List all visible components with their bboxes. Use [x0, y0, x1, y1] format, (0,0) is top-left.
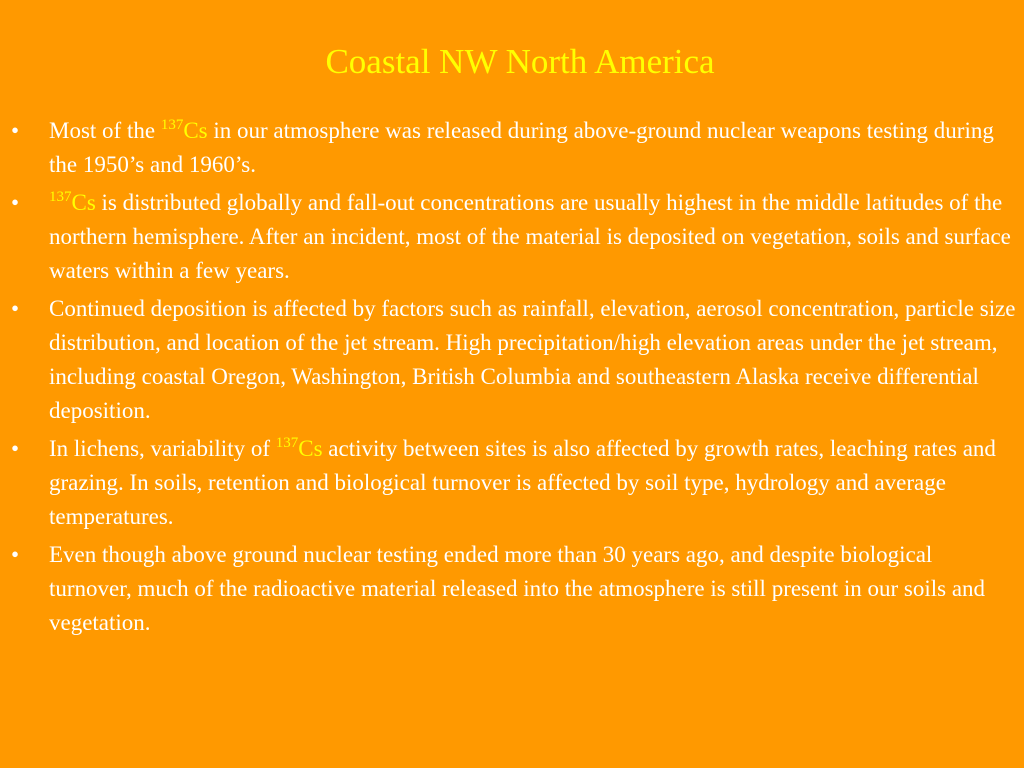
isotope-label: [49, 190, 96, 215]
bullet-text-lead: Most of the: [49, 118, 161, 143]
bullet-icon: •: [11, 118, 20, 143]
bullet-list: [0, 114, 1016, 644]
bullet-text: Continued deposition is affected by factors such as rainfall, elevation, aerosol concentration, particle size distribution, and location of the jet stream. High precipitation/high elevation areas under the jet stream, including coastal Oregon, Washington, British Columbia and southeastern Alaska receive differential deposition.: [49, 296, 1016, 423]
isotope-label: [276, 436, 323, 461]
bullet-text-rest: is distributed globally and fall-out concentrations are usually highest in the middle latitudes of the northern hemisphere. After an incident, most of the material is deposited on vegetation, soils and surface waters within a few years.: [49, 190, 1011, 283]
bullet-item-1: [0, 114, 1016, 182]
isotope-symbol: Cs: [298, 436, 323, 461]
bullet-text: Even though above ground nuclear testing ended more than 30 years ago, and despite biological turnover, much of the radioactive material released into the atmosphere is still present in our soils and vegetation.: [49, 542, 986, 635]
isotope-mass-number: 137: [160, 117, 184, 133]
isotope-mass-number: 137: [49, 189, 72, 205]
bullet-item-4: [0, 432, 1016, 534]
bullet-icon: •: [11, 296, 20, 321]
bullet-text-rest: in our atmosphere was released during above-ground nuclear weapons testing during the 1950’s and 1960’s.: [49, 118, 994, 177]
bullet-item-3: [0, 292, 1016, 428]
bullet-item-5: [0, 538, 1016, 640]
bullet-text-lead: In lichens, variability of: [49, 436, 276, 461]
isotope-label: [161, 118, 208, 143]
isotope-mass-number: 137: [275, 435, 299, 451]
bullet-text-rest: activity between sites is also affected by growth rates, leaching rates and grazing. In soils, retention and biological turnover is affected by soil type, hydrology and average temperatures.: [49, 436, 996, 529]
slide-title: Coastal NW North America: [325, 42, 715, 81]
bullet-icon: •: [11, 436, 20, 461]
isotope-symbol: Cs: [71, 190, 96, 215]
bullet-icon: •: [11, 542, 20, 567]
isotope-symbol: Cs: [183, 118, 208, 143]
bullet-item-2: [0, 186, 1016, 288]
bullet-icon: •: [11, 190, 20, 215]
